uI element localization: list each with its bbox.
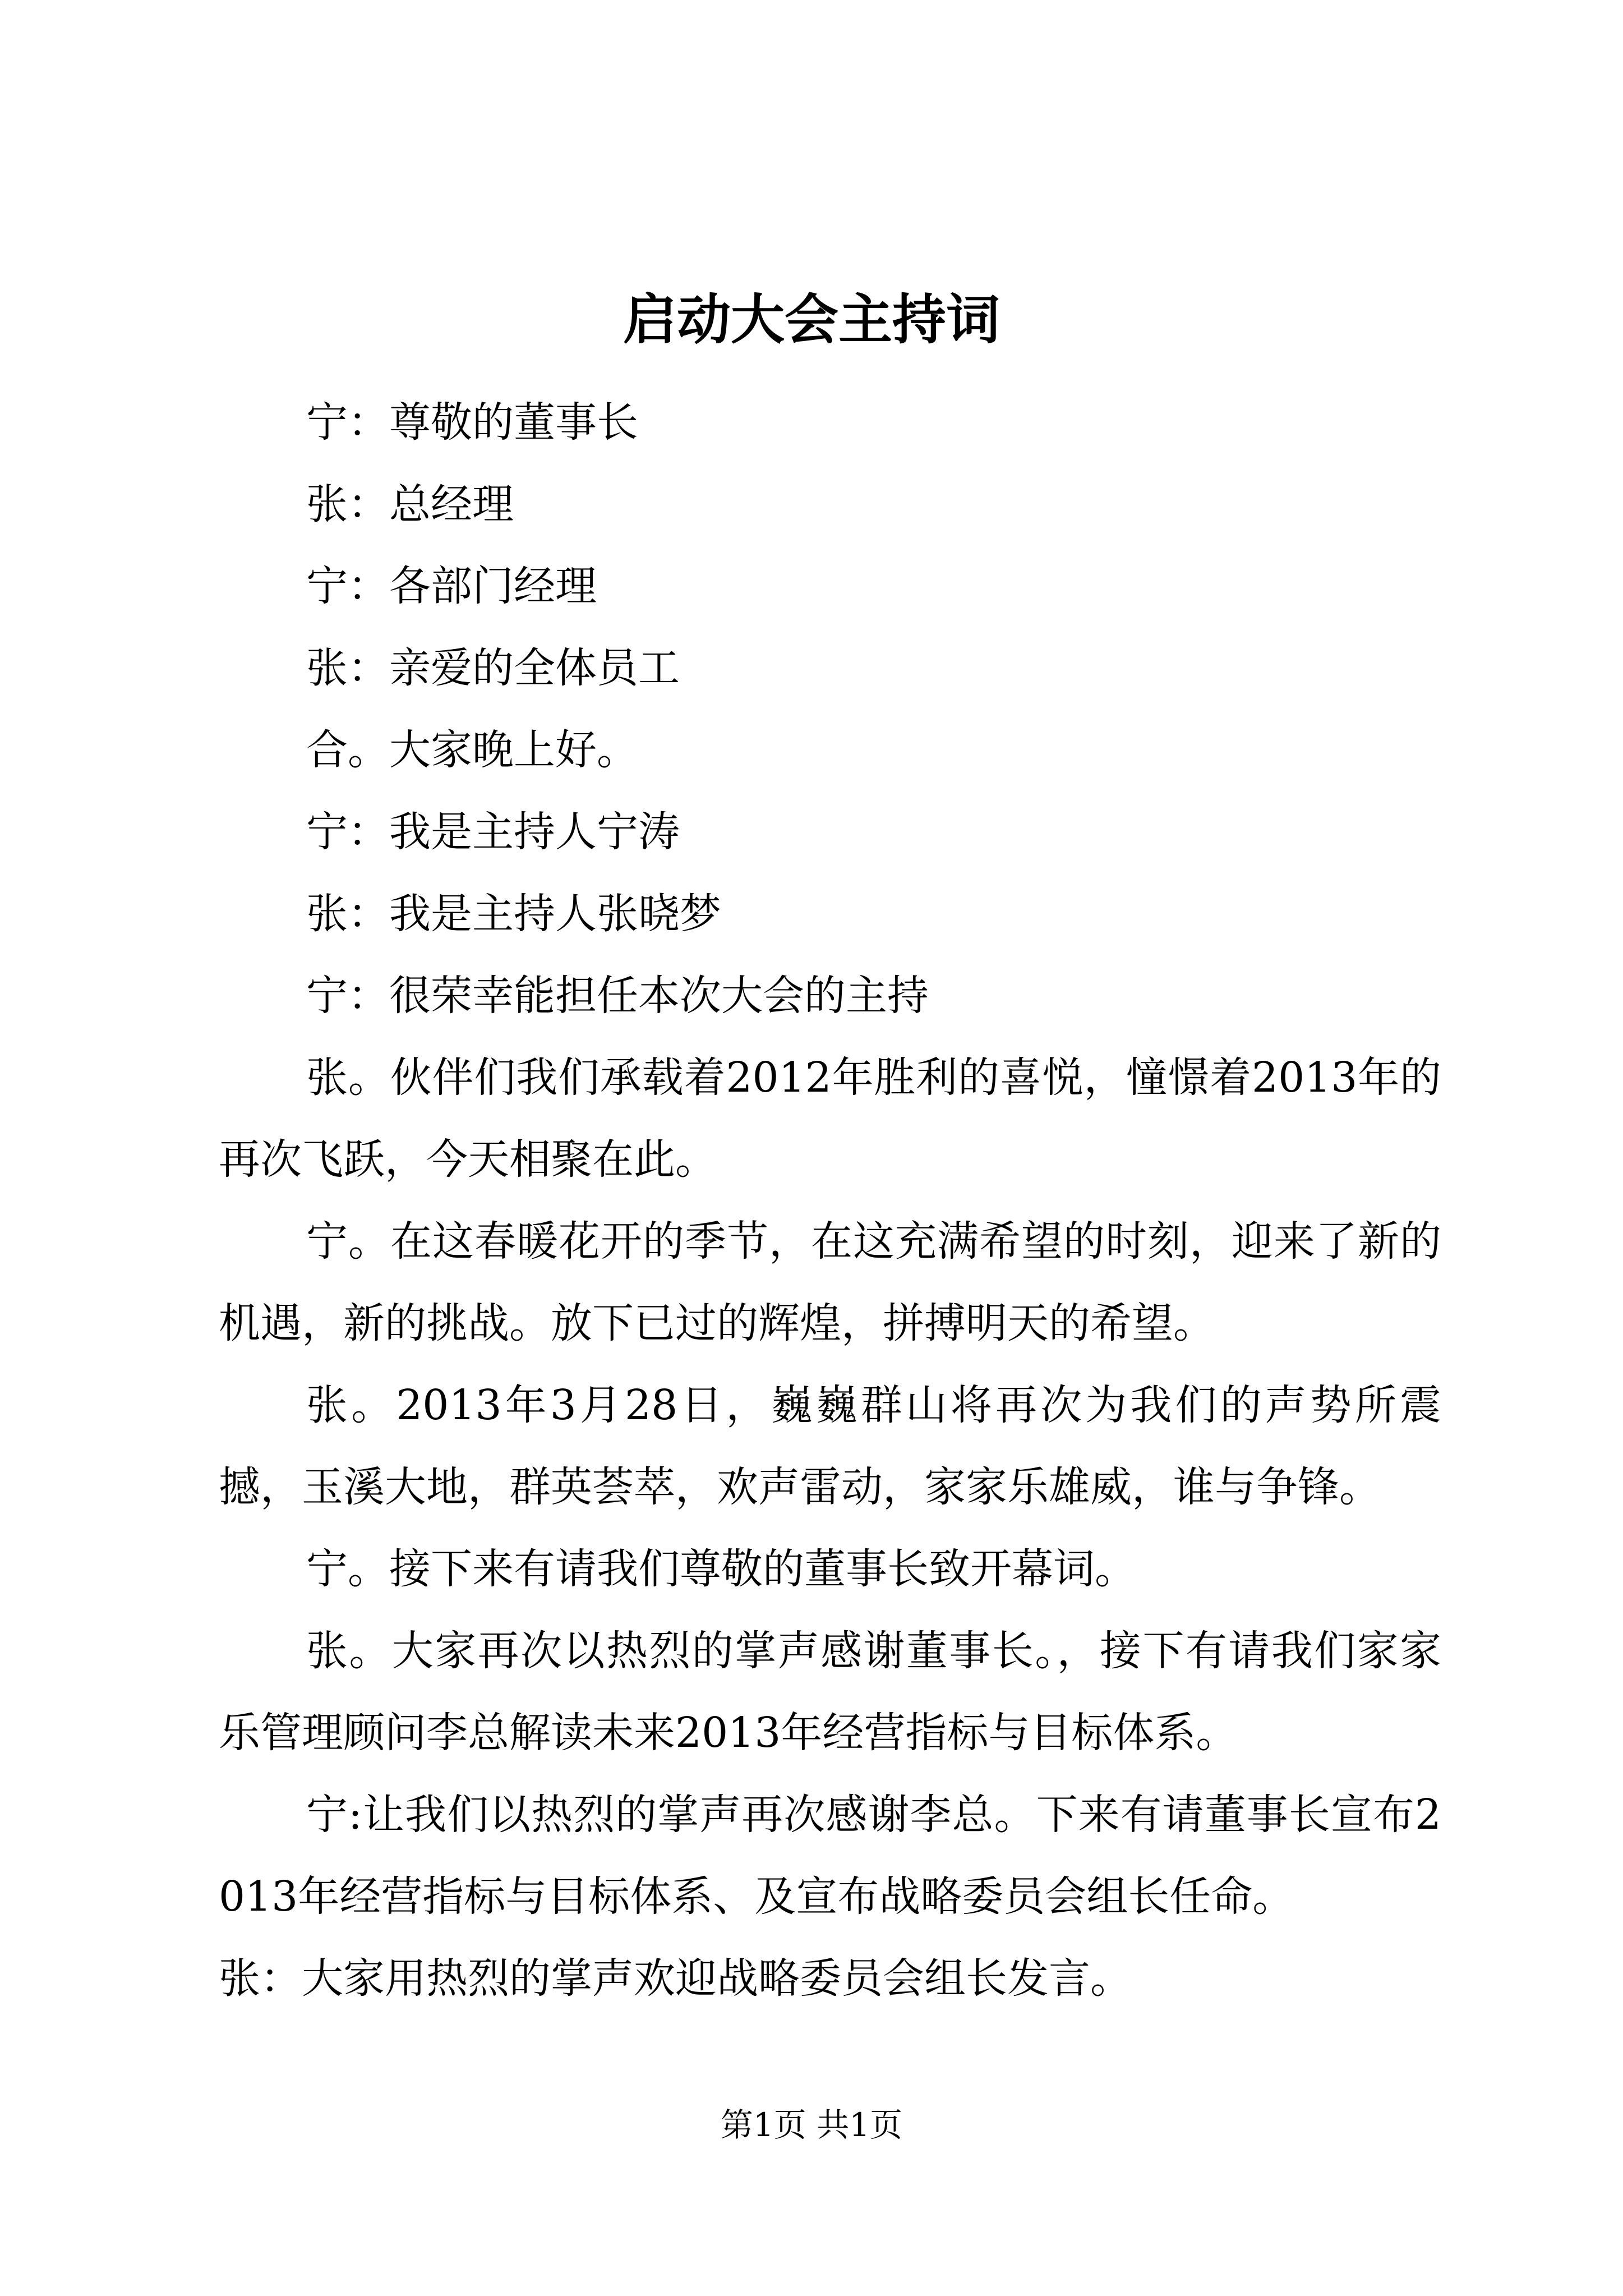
paragraph: 宁：各部门经理 <box>306 562 597 610</box>
document-body <box>219 381 1441 2019</box>
paragraph: 合。大家晚上好。 <box>306 726 638 774</box>
paragraph: 张：总经理 <box>306 480 514 528</box>
paragraph: 宁:让我们以热烈的掌声再次感谢李总。下来有请董事长宣布2013年经营指标与目标体系、及宣布战略委员会组长任命。 <box>219 1791 1441 1921</box>
paragraph: 张。伙伴们我们承载着2012年胜利的喜悦，憧憬着2013年的再次飞跃，今天相聚在此。 <box>219 1053 1441 1184</box>
paragraph: 张：大家用热烈的掌声欢迎战略委员会组长发言。 <box>219 1954 1132 2003</box>
paragraph: 张：亲爱的全体员工 <box>306 644 680 692</box>
paragraph: 宁：尊敬的董事长 <box>306 398 638 447</box>
paragraph: 宁：我是主持人宁涛 <box>306 808 680 856</box>
paragraph: 张：我是主持人张晓梦 <box>306 890 721 938</box>
paragraph: 宁。在这春暖花开的季节，在这充满希望的时刻，迎来了新的机遇，新的挑战。放下已过的辉煌，拼搏明天的希望。 <box>219 1217 1441 1347</box>
paragraph: 张。2013年3月28日，巍巍群山将再次为我们的声势所震撼，玉溪大地，群英荟萃，欢声雷动，家家乐雄威，谁与争锋。 <box>219 1381 1441 1511</box>
page-footer: 第1页 共1页 <box>720 2106 903 2144</box>
paragraph: 张。大家再次以热烈的掌声感谢董事长。，接下有请我们家家乐管理顾问李总解读未来2013年经营指标与目标体系。 <box>219 1627 1441 1757</box>
document-title: 启动大会主持词 <box>623 288 1000 351</box>
paragraph: 宁。接下来有请我们尊敬的董事长致开幕词。 <box>306 1545 1136 1593</box>
paragraph: 宁：很荣幸能担任本次大会的主持 <box>306 972 929 1020</box>
